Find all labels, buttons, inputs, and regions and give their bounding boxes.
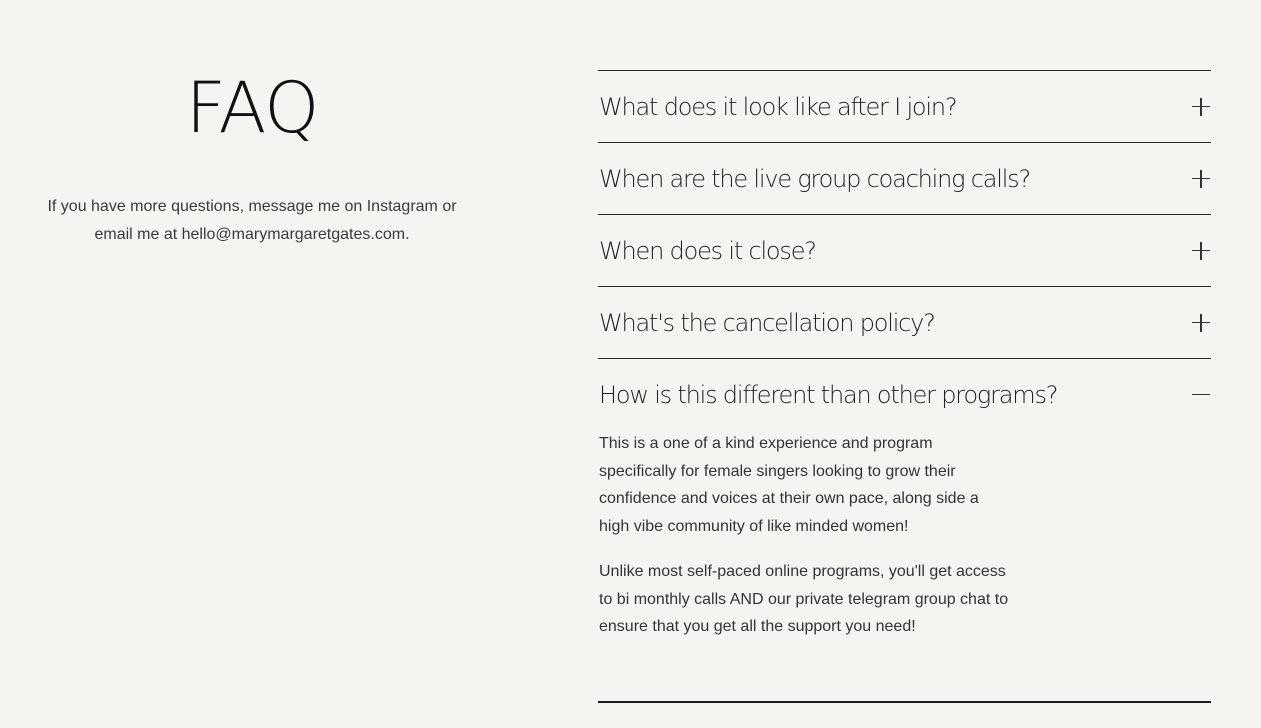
plus-icon[interactable] — [1192, 242, 1210, 260]
accordion-item — [598, 214, 1211, 286]
plus-icon[interactable] — [1192, 170, 1210, 188]
accordion-toggle-cancellation[interactable] — [598, 287, 1211, 358]
accordion-item-expanded — [598, 358, 1211, 641]
plus-icon[interactable] — [1192, 98, 1210, 116]
page-title: FAQ — [185, 67, 319, 149]
minus-icon[interactable] — [1192, 386, 1210, 404]
accordion-question: When are the live group coaching calls? — [599, 164, 1031, 193]
accordion-toggle-close[interactable] — [598, 215, 1211, 286]
accordion-item — [598, 142, 1211, 214]
faq-accordion — [598, 70, 1211, 641]
accordion-question: What does it look like after I join? — [599, 92, 957, 121]
accordion-item — [598, 286, 1211, 358]
accordion-question: When does it close? — [599, 236, 816, 265]
accordion-answer — [598, 430, 1009, 641]
accordion-divider — [598, 701, 1211, 703]
answer-paragraph: This is a one of a kind experience and program specifically for female singers looking to grow their confidence and voices at their own pace, along side a high vibe community of like minded women! — [599, 435, 979, 535]
answer-paragraph: Unlike most self-paced online programs, you'll get access to bi monthly calls AND our private telegram group chat to ensure that you get all the support you need! — [599, 563, 1009, 635]
accordion-item — [598, 70, 1211, 142]
accordion-toggle-coaching-calls[interactable] — [598, 143, 1211, 214]
accordion-toggle-after-join[interactable] — [598, 71, 1211, 142]
accordion-question: What's the cancellation policy? — [599, 308, 935, 337]
accordion-question: How is this different than other programs? — [599, 380, 1058, 409]
plus-icon[interactable] — [1192, 314, 1210, 332]
faq-subtitle: If you have more questions, message me on Instagram or email me at hello@marymargaretgates.com. — [47, 198, 457, 243]
accordion-toggle-different[interactable] — [598, 359, 1211, 430]
